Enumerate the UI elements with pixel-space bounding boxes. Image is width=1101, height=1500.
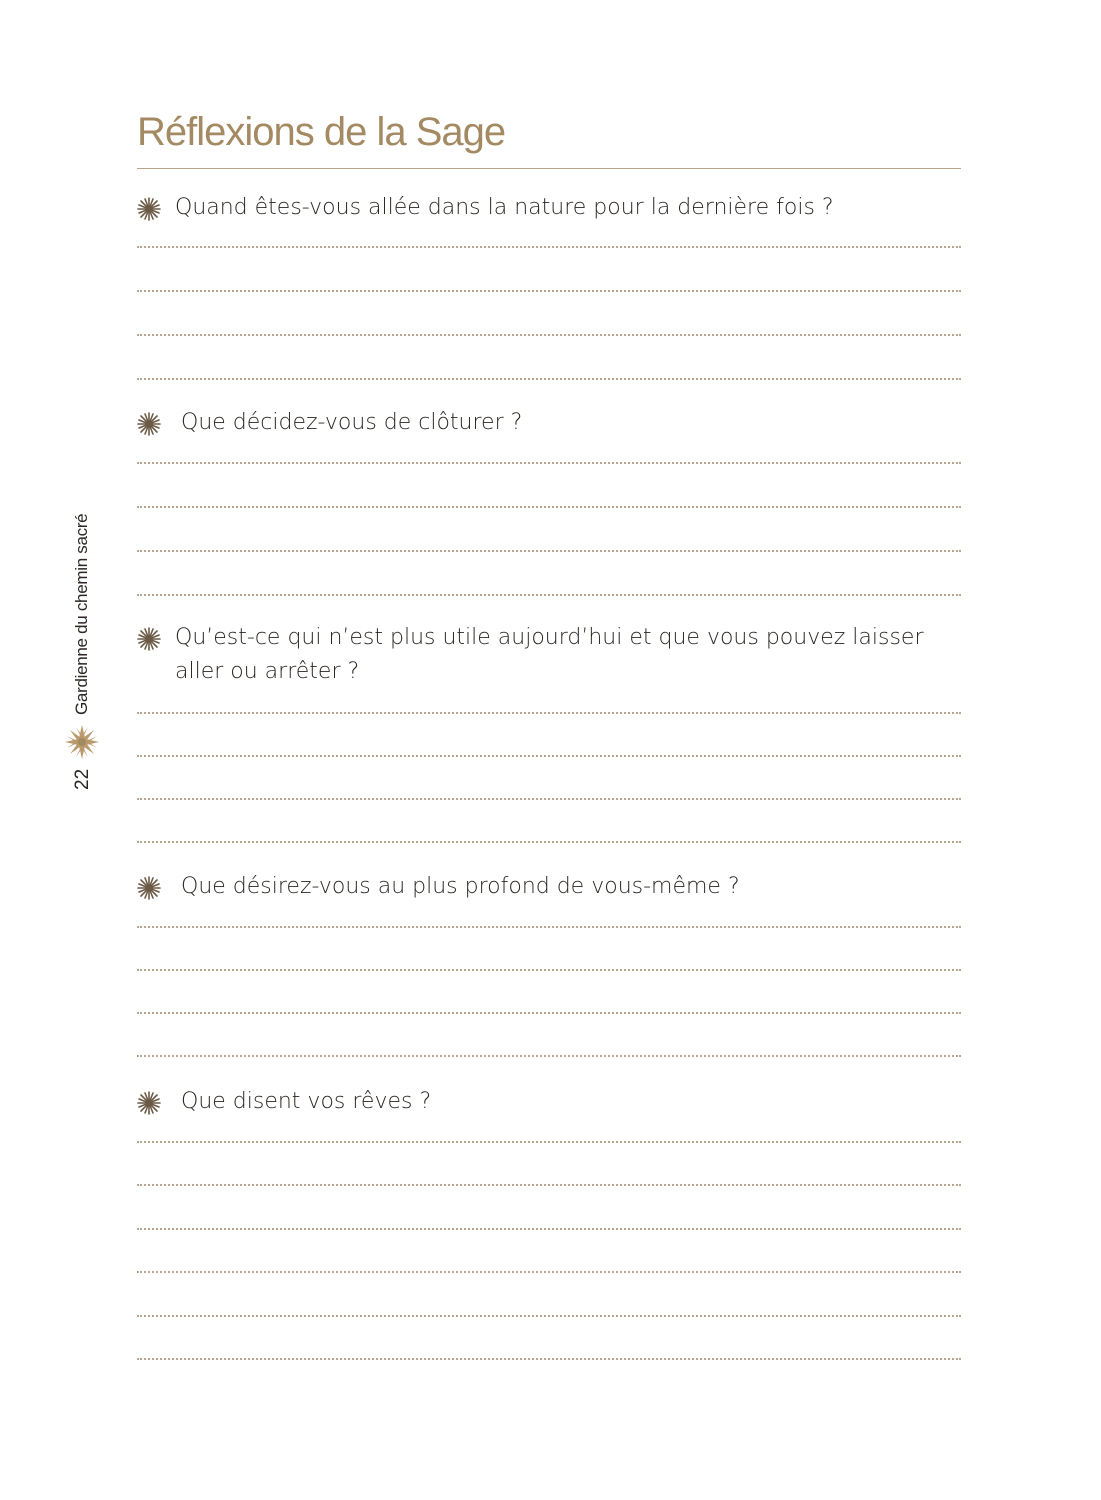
answer-line[interactable] xyxy=(137,1055,961,1057)
page-number: 22 xyxy=(72,768,93,790)
answer-line[interactable] xyxy=(137,1141,961,1143)
answer-line[interactable] xyxy=(137,594,961,596)
answer-line[interactable] xyxy=(137,506,961,508)
answer-line[interactable] xyxy=(137,1012,961,1014)
answer-line[interactable] xyxy=(137,1228,961,1230)
question-2 xyxy=(137,406,961,440)
star-icon xyxy=(137,627,161,651)
title-underline xyxy=(137,168,961,169)
question-1 xyxy=(137,191,961,225)
answer-line[interactable] xyxy=(137,550,961,552)
answer-line[interactable] xyxy=(137,246,961,248)
star-icon xyxy=(137,1091,161,1115)
answer-line[interactable] xyxy=(137,841,961,843)
answer-line[interactable] xyxy=(137,798,961,800)
question-3 xyxy=(137,621,961,689)
question-text: Qu’est-ce qui n’est plus utile aujourd’hui et que vous pouvez laisser aller ou arrêter ? xyxy=(175,625,924,684)
answer-line[interactable] xyxy=(137,378,961,380)
running-title: Gardienne du chemin sacré xyxy=(72,513,91,715)
star-icon xyxy=(137,197,161,221)
answer-line[interactable] xyxy=(137,462,961,464)
answer-line[interactable] xyxy=(137,755,961,757)
answer-line[interactable] xyxy=(137,926,961,928)
answer-line[interactable] xyxy=(137,1358,961,1360)
star-icon xyxy=(137,412,161,436)
answer-line[interactable] xyxy=(137,712,961,714)
question-text: Que désirez-vous au plus profond de vous-même ? xyxy=(181,874,740,899)
answer-line[interactable] xyxy=(137,334,961,336)
answer-line[interactable] xyxy=(137,1184,961,1186)
star-icon xyxy=(137,876,161,900)
question-4 xyxy=(137,870,961,904)
question-text: Quand êtes-vous allée dans la nature pour la dernière fois ? xyxy=(175,195,834,220)
question-5 xyxy=(137,1085,961,1119)
answer-line[interactable] xyxy=(137,1271,961,1273)
answer-line[interactable] xyxy=(137,290,961,292)
page-title: Réflexions de la Sage xyxy=(137,110,506,154)
answer-line[interactable] xyxy=(137,1315,961,1317)
question-text: Que disent vos rêves ? xyxy=(181,1089,432,1114)
answer-line[interactable] xyxy=(137,969,961,971)
question-text: Que décidez-vous de clôturer ? xyxy=(181,410,523,435)
sun-star-icon xyxy=(64,724,100,760)
